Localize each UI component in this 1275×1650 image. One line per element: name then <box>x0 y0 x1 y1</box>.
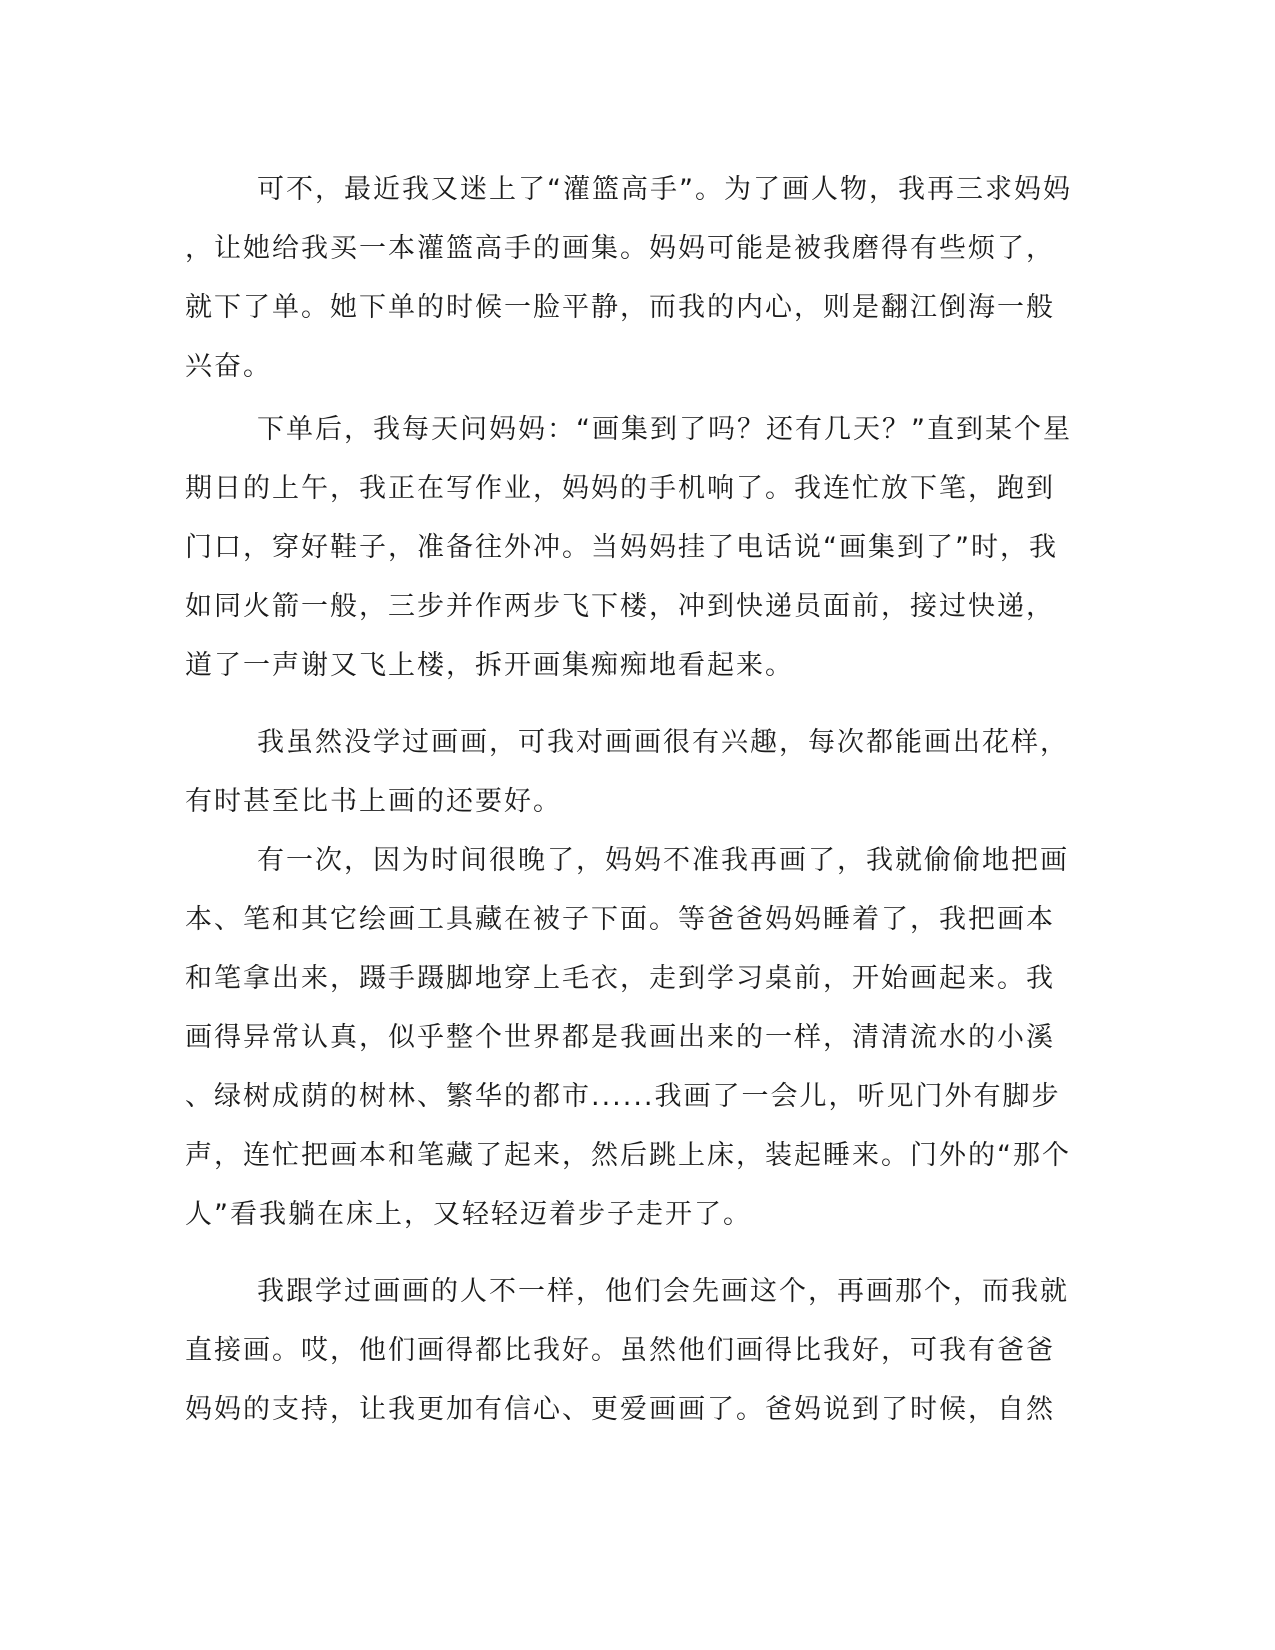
text-line: 门口，穿好鞋子，准备往外冲。当妈妈挂了电话说“画集到了”时，我 <box>185 532 1058 563</box>
paragraph-3 <box>185 713 1095 831</box>
text-line: 人”看我躺在床上，又轻轻迈着步子走开了。 <box>185 1199 752 1230</box>
text-line: 直接画。哎，他们画得都比我好。虽然他们画得比我好，可我有爸爸 <box>185 1335 1055 1366</box>
paragraph-5 <box>185 1262 1095 1439</box>
text-line: 我虽然没学过画画，可我对画画很有兴趣，每次都能画出花样， <box>257 727 1069 758</box>
text-line: 如同火箭一般，三步并作两步飞下楼，冲到快递员面前，接过快递， <box>185 591 1055 622</box>
text-line: 和笔拿出来，蹑手蹑脚地穿上毛衣，走到学习桌前，开始画起来。我 <box>185 963 1055 994</box>
text-line: 我跟学过画画的人不一样，他们会先画这个，再画那个，而我就 <box>257 1276 1069 1307</box>
text-line: 有时甚至比书上画的还要好。 <box>185 786 562 817</box>
text-line: 有一次，因为时间很晚了，妈妈不准我再画了，我就偷偷地把画 <box>257 845 1069 876</box>
text-line: 画得异常认真，似乎整个世界都是我画出来的一样，清清流水的小溪 <box>185 1022 1055 1053</box>
text-line: 期日的上午，我正在写作业，妈妈的手机响了。我连忙放下笔，跑到 <box>185 473 1055 504</box>
text-line: 声，连忙把画本和笔藏了起来，然后跳上床，装起睡来。门外的“那个 <box>185 1140 1071 1171</box>
text-line: 兴奋。 <box>185 351 272 382</box>
text-line: 、绿树成荫的树林、繁华的都市......我画了一会儿，听见门外有脚步 <box>185 1081 1061 1112</box>
text-line: 可不，最近我又迷上了“灌篮高手”。为了画人物，我再三求妈妈 <box>257 174 1072 205</box>
text-line: ，让她给我买一本灌篮高手的画集。妈妈可能是被我磨得有些烦了， <box>185 233 1055 264</box>
text-line: 道了一声谢又飞上楼，拆开画集痴痴地看起来。 <box>185 650 794 681</box>
text-line: 本、笔和其它绘画工具藏在被子下面。等爸爸妈妈睡着了，我把画本 <box>185 904 1055 935</box>
paragraph-2 <box>185 400 1095 695</box>
text-line: 就下了单。她下单的时候一脸平静，而我的内心，则是翻江倒海一般 <box>185 292 1055 323</box>
paragraph-1 <box>185 160 1095 396</box>
paragraph-4 <box>185 831 1095 1244</box>
text-line: 妈妈的支持，让我更加有信心、更爱画画了。爸妈说到了时候，自然 <box>185 1394 1055 1425</box>
text-line: 下单后，我每天问妈妈：“画集到了吗？还有几天？”直到某个星 <box>257 414 1072 445</box>
